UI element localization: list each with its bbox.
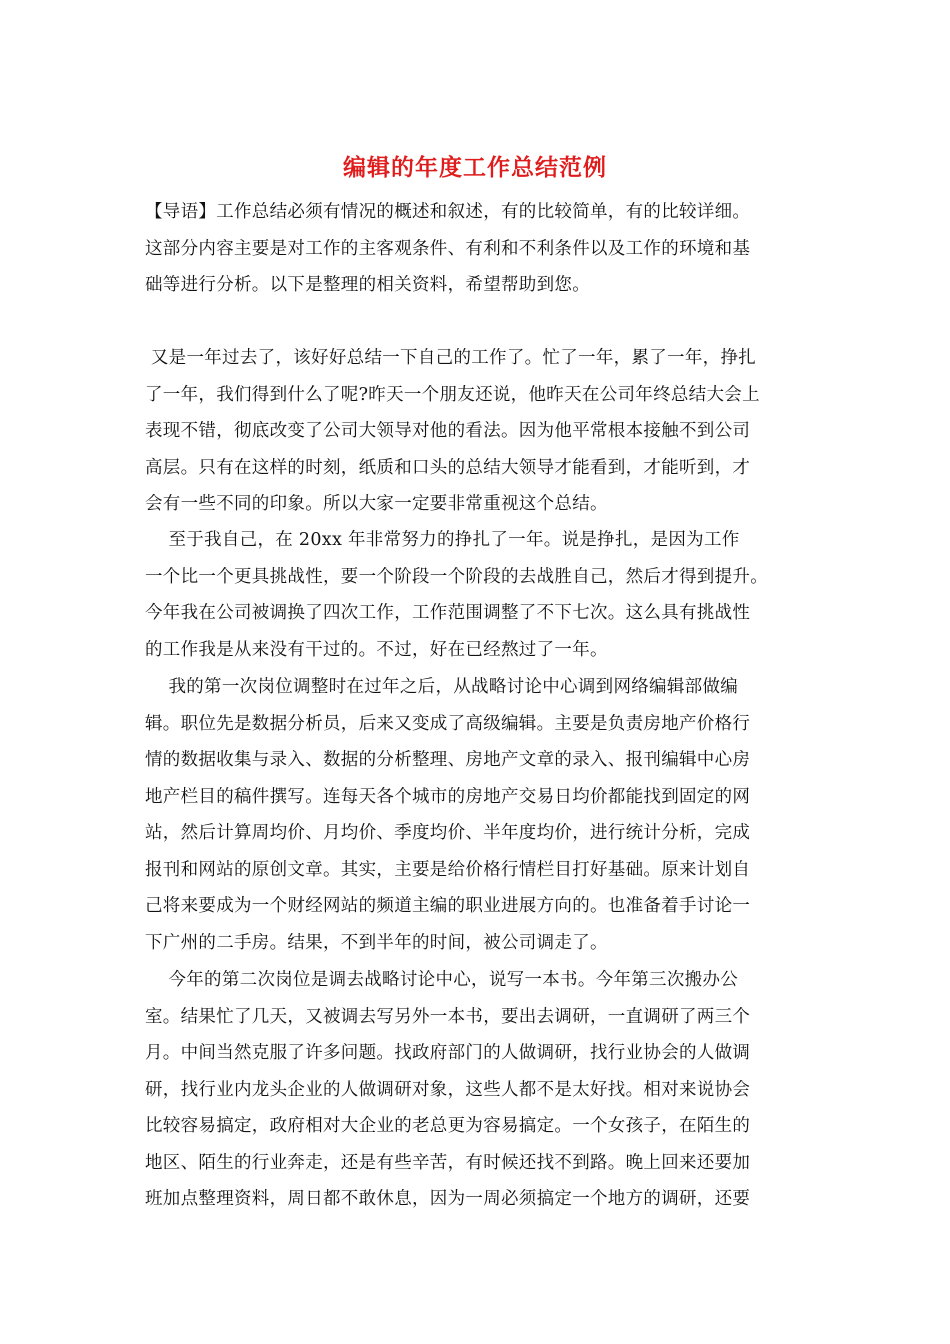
text-line: 地区、陌生的行业奔走，还是有些辛苦，有时候还找不到路。晚上回来还要加	[145, 1152, 751, 1173]
text-line: 的工作我是从来没有干过的。不过，好在已经熬过了一年。	[145, 639, 608, 660]
text-line: 辑。职位先是数据分析员，后来又变成了高级编辑。主要是负责房地产价格行	[145, 713, 751, 734]
text-line: 我的第一次岗位调整时在过年之后，从战略讨论中心调到网络编辑部做编	[145, 677, 739, 697]
text-line: 下广州的二手房。结果，不到半年的时间，被公司调走了。	[145, 932, 608, 953]
text-line: 础等进行分析。以下是整理的相关资料，希望帮助到您。	[145, 275, 590, 295]
text-line: 了一年，我们得到什么了呢?昨天一个朋友还说，他昨天在公司年终总结大会上	[145, 384, 760, 405]
text-line: 高层。只有在这样的时刻，纸质和口头的总结大领导才能看到，才能听到，才	[145, 457, 751, 478]
text-line: 今年的第二次岗位是调去战略讨论中心，说写一本书。今年第三次搬办公	[145, 970, 739, 990]
text-line: 一个比一个更具挑战性，要一个阶段一个阶段的去战胜自己，然后才得到提升。	[145, 566, 768, 587]
text-line: 报刊和网站的原创文章。其实，主要是给价格行情栏目打好基础。原来计划自	[145, 859, 751, 880]
text-line: 又是一年过去了，该好好总结一下自己的工作了。忙了一年，累了一年，挣扎	[145, 348, 757, 368]
text-line: 【导语】工作总结必须有情况的概述和叙述，有的比较简单，有的比较详细。	[145, 202, 751, 222]
intro-paragraph	[145, 194, 805, 304]
text-line: 研，找行业内龙头企业的人做调研对象，这些人都不是太好找。相对来说协会	[145, 1079, 751, 1100]
text-line: 月。中间当然克服了许多问题。找政府部门的人做调研，找行业协会的人做调	[145, 1043, 751, 1063]
text-line: 情的数据收集与录入、数据的分析整理、房地产文章的录入、报刊编辑中心房	[145, 750, 751, 770]
text-line: 至于我自己，在 20xx 年非常努力的挣扎了一年。说是挣扎，是因为工作	[145, 530, 740, 550]
text-line: 己将来要成为一个财经网站的频道主编的职业进展方向的。也准备着手讨论一	[145, 896, 751, 916]
body-paragraph-4	[145, 962, 805, 1218]
body-paragraph-2	[145, 522, 805, 668]
body-paragraph-3	[145, 669, 805, 961]
text-line: 班加点整理资料，周日都不敢休息，因为一周必须搞定一个地方的调研，还要	[145, 1189, 751, 1209]
text-line: 表现不错，彻底改变了公司大领导对他的看法。因为他平常根本接触不到公司	[145, 421, 751, 441]
text-line: 这部分内容主要是对工作的主客观条件、有利和不利条件以及工作的环境和基	[145, 238, 751, 259]
text-line: 今年我在公司被调换了四次工作，工作范围调整了不下七次。这么具有挑战性	[145, 603, 751, 623]
text-line: 比较容易搞定，政府相对大企业的老总更为容易搞定。一个女孩子，在陌生的	[145, 1116, 751, 1136]
text-line: 会有一些不同的印象。所以大家一定要非常重视这个总结。	[145, 494, 608, 514]
text-line: 地产栏目的稿件撰写。连每天各个城市的房地产交易日均价都能找到固定的网	[145, 786, 751, 807]
text-line: 室。结果忙了几天，又被调去写另外一本书，要出去调研，一直调研了两三个	[145, 1006, 751, 1027]
body-paragraph-1	[145, 340, 805, 523]
text-line: 站，然后计算周均价、月均价、季度均价、半年度均价，进行统计分析，完成	[145, 823, 751, 843]
document-title: 编辑的年度工作总结范例	[343, 154, 607, 181]
